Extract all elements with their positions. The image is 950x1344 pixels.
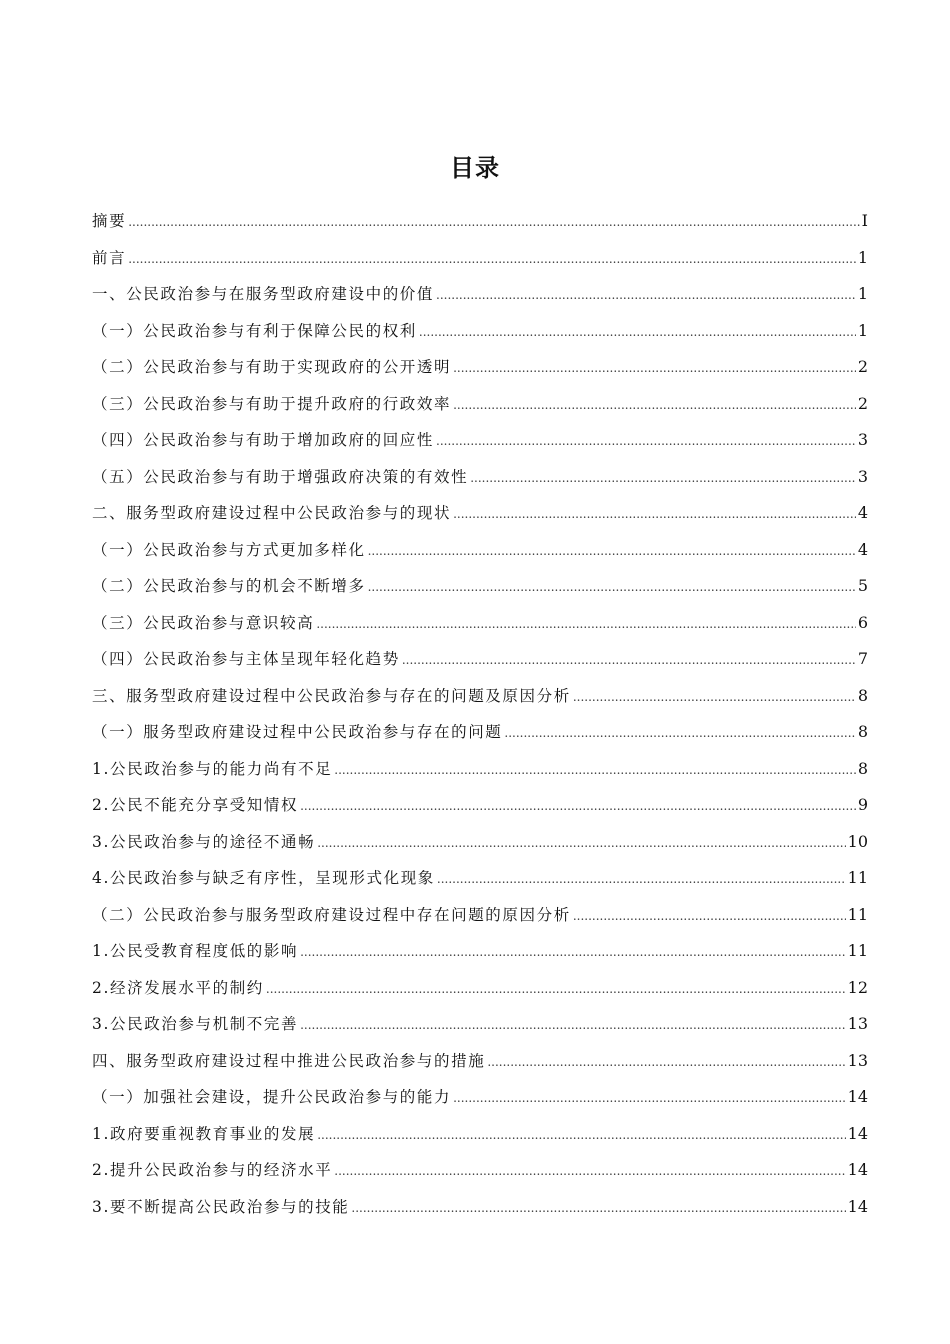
toc-entry-title: （二）公民政治参与的机会不断增多: [92, 577, 366, 595]
toc-page-number: 1: [857, 284, 868, 303]
toc-page-number: 10: [847, 831, 868, 851]
toc-page-number: 11: [847, 941, 868, 960]
toc-entry[interactable]: [92, 1152, 868, 1189]
toc-entry-title: （三）公民政治参与意识较高: [92, 613, 315, 632]
toc-entry-title: 前言: [92, 248, 127, 267]
toc-page-number: 14: [847, 1123, 868, 1143]
toc-dot-leader: [453, 387, 856, 424]
toc-entry[interactable]: [92, 1079, 868, 1116]
toc-entry[interactable]: [92, 1116, 868, 1153]
toc-dot-leader: [128, 204, 859, 241]
toc-dot-leader: [334, 1153, 845, 1190]
toc-page-number: 3: [857, 430, 868, 449]
toc-entry-title: 1.公民受教育程度低的影响: [92, 942, 299, 960]
toc-dot-leader: [128, 241, 856, 278]
toc-page-number: 1: [857, 247, 868, 267]
toc-page-number: I: [861, 211, 868, 230]
toc-page-number: 13: [847, 1050, 868, 1070]
toc-entry-title: 三、服务型政府建设过程中公民政治参与存在的问题及原因分析: [92, 686, 571, 705]
toc-page-number: 7: [857, 649, 868, 668]
toc-entry-title: （二）公民政治参与服务型政府建设过程中存在问题的原因分析: [92, 905, 571, 924]
toc-entry-title: （二）公民政治参与有助于实现政府的公开透明: [92, 358, 452, 376]
toc-dot-leader: [470, 460, 856, 497]
toc-entry-title: 摘要: [92, 212, 127, 230]
toc-entry-title: （四）公民政治参与有助于增加政府的回应性: [92, 431, 435, 449]
toc-dot-leader: [437, 861, 846, 898]
toc-entry[interactable]: [92, 276, 868, 313]
toc-dot-leader: [300, 934, 846, 971]
toc-entry[interactable]: [92, 751, 868, 788]
toc-title: 目录: [450, 154, 500, 182]
toc-entry-title: 2.经济发展水平的制约: [92, 978, 264, 997]
toc-entry-title: （一）加强社会建设，提升公民政治参与的能力: [92, 1088, 452, 1106]
toc-page-number: 3: [857, 466, 868, 486]
toc-dot-leader: [300, 1007, 846, 1044]
toc-entry[interactable]: [92, 313, 868, 350]
toc-dot-leader: [453, 1080, 846, 1117]
toc-page-number: 11: [847, 904, 868, 924]
toc-dot-leader: [351, 1190, 845, 1227]
toc-entry[interactable]: [92, 933, 868, 970]
toc-page-number: 6: [857, 612, 868, 632]
toc-entry[interactable]: [92, 641, 868, 678]
toc-dot-leader: [368, 533, 856, 570]
toc-list: [92, 203, 868, 1225]
toc-entry[interactable]: [92, 787, 868, 824]
toc-dot-leader: [573, 898, 846, 935]
toc-page-number: 2: [857, 393, 868, 413]
toc-entry[interactable]: [92, 1189, 868, 1226]
toc-dot-leader: [436, 423, 856, 460]
toc-entry[interactable]: [92, 605, 868, 642]
toc-entry[interactable]: [92, 386, 868, 423]
toc-entry-title: 4.公民政治参与缺乏有序性，呈现形式化现象: [92, 869, 435, 887]
toc-entry[interactable]: [92, 897, 868, 934]
toc-page-number: 11: [847, 868, 868, 887]
toc-dot-leader: [487, 1044, 845, 1081]
toc-dot-leader: [402, 642, 856, 679]
toc-dot-leader: [334, 752, 856, 789]
toc-page-number: 12: [847, 977, 868, 997]
toc-entry[interactable]: [92, 568, 868, 605]
toc-entry-title: （一）服务型政府建设过程中公民政治参与存在的问题: [92, 723, 503, 741]
toc-page-number: 8: [857, 758, 868, 778]
toc-page-number: 9: [857, 795, 868, 814]
toc-entry[interactable]: [92, 240, 868, 277]
toc-page-number: 5: [857, 576, 868, 595]
toc-entry-title: （一）公民政治参与有利于保障公民的权利: [92, 321, 417, 340]
toc-entry-title: （五）公民政治参与有助于增强政府决策的有效性: [92, 467, 469, 486]
toc-entry[interactable]: [92, 532, 868, 569]
toc-entry-title: 3.公民政治参与机制不完善: [92, 1015, 299, 1033]
toc-entry[interactable]: [92, 459, 868, 496]
toc-entry[interactable]: [92, 678, 868, 715]
toc-dot-leader: [316, 606, 856, 643]
toc-entry[interactable]: [92, 970, 868, 1007]
toc-entry-title: 1.公民政治参与的能力尚有不足: [92, 759, 333, 778]
toc-page-number: 8: [857, 722, 868, 741]
toc-entry-title: （三）公民政治参与有助于提升政府的行政效率: [92, 394, 452, 413]
toc-dot-leader: [317, 825, 845, 862]
toc-page-number: 14: [847, 1196, 868, 1216]
toc-page-number: 14: [847, 1087, 868, 1106]
toc-entry-title: 四、服务型政府建设过程中推进公民政治参与的措施: [92, 1051, 486, 1070]
toc-dot-leader: [453, 496, 856, 533]
toc-entry[interactable]: [92, 714, 868, 751]
toc-page-number: 1: [857, 320, 868, 340]
toc-dot-leader: [368, 569, 856, 606]
toc-page-number: 13: [847, 1014, 868, 1033]
toc-dot-leader: [504, 715, 855, 752]
toc-dot-leader: [453, 350, 856, 387]
toc-dot-leader: [317, 1117, 845, 1154]
toc-page-number: 2: [857, 357, 868, 376]
toc-page-number: 4: [857, 503, 868, 522]
toc-entry-title: 二、服务型政府建设过程中公民政治参与的现状: [92, 504, 452, 522]
toc-entry[interactable]: [92, 824, 868, 861]
toc-entry[interactable]: [92, 422, 868, 459]
toc-entry-title: 一、公民政治参与在服务型政府建设中的价值: [92, 285, 435, 303]
toc-dot-leader: [266, 971, 846, 1008]
toc-page-number: 8: [857, 685, 868, 705]
toc-entry[interactable]: [92, 1006, 868, 1043]
toc-dot-leader: [436, 277, 856, 314]
toc-dot-leader: [573, 679, 856, 716]
toc-page-number: 14: [847, 1160, 868, 1179]
toc-entry[interactable]: [92, 203, 868, 240]
toc-entry-title: 1.政府要重视教育事业的发展: [92, 1124, 316, 1143]
toc-entry[interactable]: [92, 349, 868, 386]
toc-entry-title: 2.提升公民政治参与的经济水平: [92, 1161, 333, 1179]
toc-entry[interactable]: [92, 860, 868, 897]
toc-entry[interactable]: [92, 1043, 868, 1080]
toc-entry-title: （四）公民政治参与主体呈现年轻化趋势: [92, 650, 400, 668]
toc-entry-title: 3.公民政治参与的途径不通畅: [92, 832, 316, 851]
toc-entry-title: （一）公民政治参与方式更加多样化: [92, 540, 366, 559]
toc-entry[interactable]: [92, 495, 868, 532]
toc-dot-leader: [300, 788, 856, 825]
toc-entry-title: 3.要不断提高公民政治参与的技能: [92, 1197, 350, 1216]
toc-page-number: 4: [857, 539, 868, 559]
toc-dot-leader: [419, 314, 856, 351]
toc-entry-title: 2.公民不能充分享受知情权: [92, 796, 299, 814]
